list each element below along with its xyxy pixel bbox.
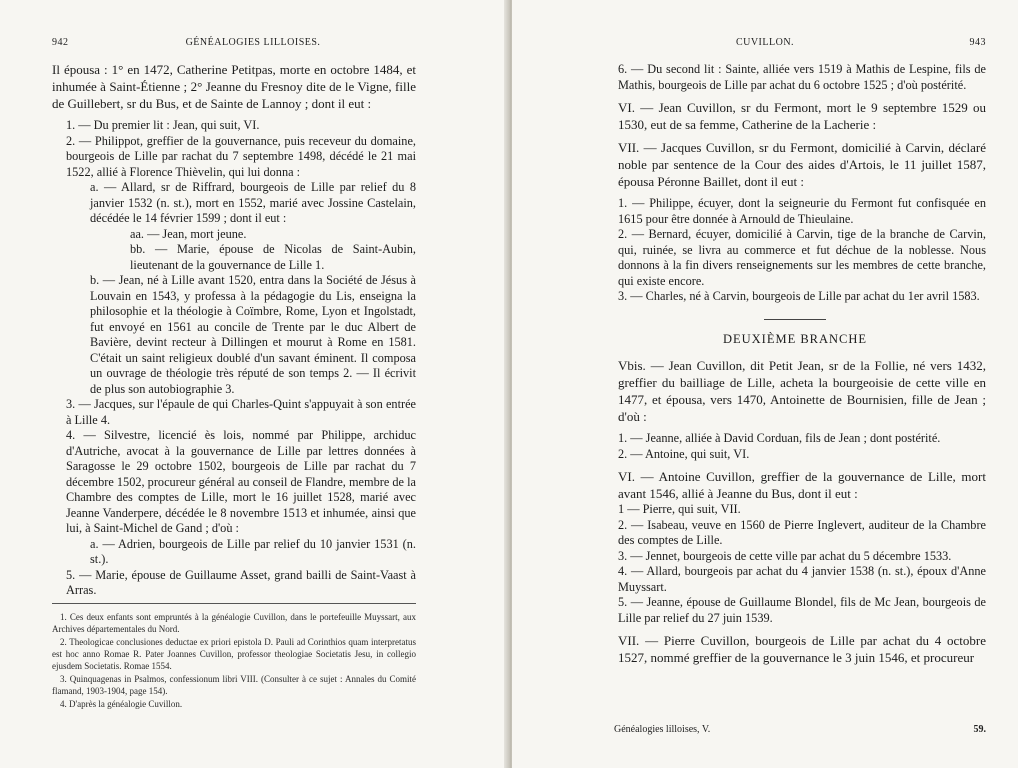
- paragraph: 6. — Du second lit : Sainte, alliée vers 1519 à Mathis de Lespine, fils de Mathis, bourgeois de Lille par achat du 6 octobre 1525 ; d'où postérité.: [618, 62, 986, 92]
- left-page: [0, 0, 506, 768]
- paragraph: 3. — Charles, né à Carvin, bourgeois de Lille par achat du 1er avril 1583.: [618, 289, 980, 303]
- paragraph: 2. — Isabeau, veuve en 1560 de Pierre Inglevert, auditeur de la Chambre des comptes de Lille.: [618, 517, 986, 547]
- paragraph: VI. — Antoine Cuvillon, greffier de la gouvernance de Lille, mort avant 1546, allié à Jeanne du Bus, dont il eut :: [618, 469, 986, 501]
- paragraph: VII. — Pierre Cuvillon, bourgeois de Lille par achat du 4 octobre 1527, nommé greffier de la gouvernance le 3 juin 1546, et procureur: [618, 633, 986, 665]
- footnote: 3. Quinquagenas in Psalmos, confessionum libri VIII. (Consulter à ce sujet : Annales du Comité flamand, 1903-1904, page 154).: [52, 674, 416, 696]
- paragraph: b. — Jean, né à Lille avant 1520, entra dans la Société de Jésus à Louvain en 1543, y professa à la pédagogie du Lis, enseigna la philosophie et la théologie à Coïmbre, Rome, Lyon et Ingolstadt, fut envoyé en 1561 au concile de Trente par le duc Albert de Bavière, devint recteur à Dillingen et mourut à Rome en 1581. C'était un saint religieux doublé d'un savant éminent. Il composa un ouvrage de théologie très réputé de son temps 2. — Il écrivit de plus son autobiographie 3.: [90, 273, 416, 396]
- left-body-text: [52, 61, 416, 599]
- right-body-text: [604, 62, 986, 666]
- right-page-number: 943: [969, 37, 986, 48]
- footnote-divider: [52, 603, 416, 604]
- paragraph: 1. — Jeanne, alliée à David Corduan, fils de Jean ; dont postérité.: [618, 431, 941, 445]
- paragraph: 1. — Du premier lit : Jean, qui suit, VI.: [66, 118, 260, 132]
- paragraph: Vbis. — Jean Cuvillon, dit Petit Jean, sr de la Follie, né vers 1432, greffier du bailliage de Lille, acheta la bourgeoisie de cette ville en 1477, et épousa, vers 1470, Antoinette de Bournisien, fille de Jean ; d'où :: [618, 358, 986, 424]
- footnote: 4. D'après la généalogie Cuvillon.: [60, 699, 183, 709]
- paragraph: 3. — Jacques, sur l'épaule de qui Charles-Quint s'appuyait à son entrée à Lille 4.: [66, 397, 416, 427]
- paragraph: bb. — Marie, épouse de Nicolas de Saint-Aubin, lieutenant de la gouvernance de Lille 1.: [130, 242, 416, 272]
- paragraph: 2. — Philippot, greffier de la gouvernance, puis receveur du domaine, bourgeois de Lille par rachat du 7 septembre 1498, décédé le 21 mai 1522, allié à Florence Thièvelin, qui lui donna :: [66, 133, 416, 179]
- footnote: 2. Theologicae conclusiones deductae ex priori epistola D. Pauli ad Corinthios quam interpretatus est hoc anno Romae R. Pater Joannes Cuvillon, professor theologiae Societatis Jesu, in collegio ejusdem Societatis. Romae 1554.: [52, 637, 416, 671]
- footnotes: [52, 611, 416, 711]
- paragraph: 4. — Silvestre, licencié ès lois, nommé par Philippe, archiduc d'Autriche, avocat à la gouvernance de Lille par lettres données à Saragosse le 29 octobre 1502, bourgeois de Lille par rachat du 7 décembre 1502, procureur général au conseil de Flandre, membre de la Chambre des comptes de Lille, mort le 16 juillet 1528, marié avec Jeanne Vanderpere, décédée le 8 novembre 1513 et inhumée, ainsi que lui, à Saint-Michel de Gand ; d'où :: [66, 428, 416, 535]
- paragraph: aa. — Jean, mort jeune.: [130, 226, 247, 241]
- signature-number: 59.: [973, 724, 986, 735]
- left-running-head: GÉNÉALOGIES LILLOISES.: [185, 37, 321, 48]
- paragraph: 3. — Jennet, bourgeois de cette ville par achat du 5 décembre 1533.: [618, 548, 952, 563]
- paragraph: 1. — Philippe, écuyer, dont la seigneurie du Fermont fut confisquée en 1615 pour être donnée à Arnould de Thieulaine.: [618, 196, 986, 226]
- paragraph: 5. — Jeanne, épouse de Guillaume Blondel, fils de Mc Jean, bourgeois de Lille par relief du 27 juin 1539.: [618, 595, 986, 625]
- paragraph: 1 — Pierre, qui suit, VII.: [618, 502, 741, 516]
- right-running-head: CUVILLON.: [735, 37, 795, 48]
- left-page-number: 942: [52, 37, 69, 48]
- paragraph: Il épousa : 1° en 1472, Catherine Petitpas, morte en octobre 1484, et inhumée à Saint-Étienne ; 2° Jeanne du Fresnoy dite de le Vigne, fille de Guillebert, sr du Bus, et de Sainte de Lannoy ; dont il eut :: [52, 62, 416, 111]
- paragraph: 5. — Marie, épouse de Guillaume Asset, grand bailli de Saint-Vaast à Arras.: [66, 567, 416, 597]
- right-page: [512, 0, 1018, 768]
- signature-mark: Généalogies lilloises, V.: [614, 724, 711, 735]
- paragraph: VII. — Jacques Cuvillon, sr du Fermont, domicilié à Carvin, déclaré noble par sentence de la Cour des aides d'Artois, le 11 juillet 1587, épousa Péronne Baillet, dont il eut :: [618, 140, 986, 189]
- paragraph: 2. — Antoine, qui suit, VI.: [618, 446, 750, 461]
- section-divider: [764, 319, 826, 320]
- paragraph: a. — Adrien, bourgeois de Lille par relief du 10 janvier 1531 (n. st.).: [90, 536, 416, 566]
- paragraph: a. — Allard, sr de Riffrard, bourgeois de Lille par relief du 8 janvier 1532 (n. st.), mort en 1552, marié avec Jossine Castelain, décédée le 14 février 1599 ; dont il eut :: [90, 180, 416, 225]
- section-title: DEUXIÈME BRANCHE: [722, 331, 868, 346]
- paragraph: 2. — Bernard, écuyer, domicilié à Carvin, tige de la branche de Carvin, qui, ruinée, se livra au commerce et fut déchue de la noblesse. Nous donnons à la fin divers renseignements sur les membres de cette branche, qui existe encore.: [618, 227, 986, 288]
- paragraph: VI. — Jean Cuvillon, sr du Fermont, mort le 9 septembre 1529 ou 1530, eut de sa femme, Catherine de la Lacherie :: [618, 100, 986, 132]
- paragraph: 4. — Allard, bourgeois par achat du 4 janvier 1538 (n. st.), époux d'Anne Muyssart.: [618, 564, 986, 594]
- footnote: 1. Ces deux enfants sont empruntés à la généalogie Cuvillon, dans le portefeuille Muyssart, aux Archives départementales du Nord.: [52, 612, 416, 634]
